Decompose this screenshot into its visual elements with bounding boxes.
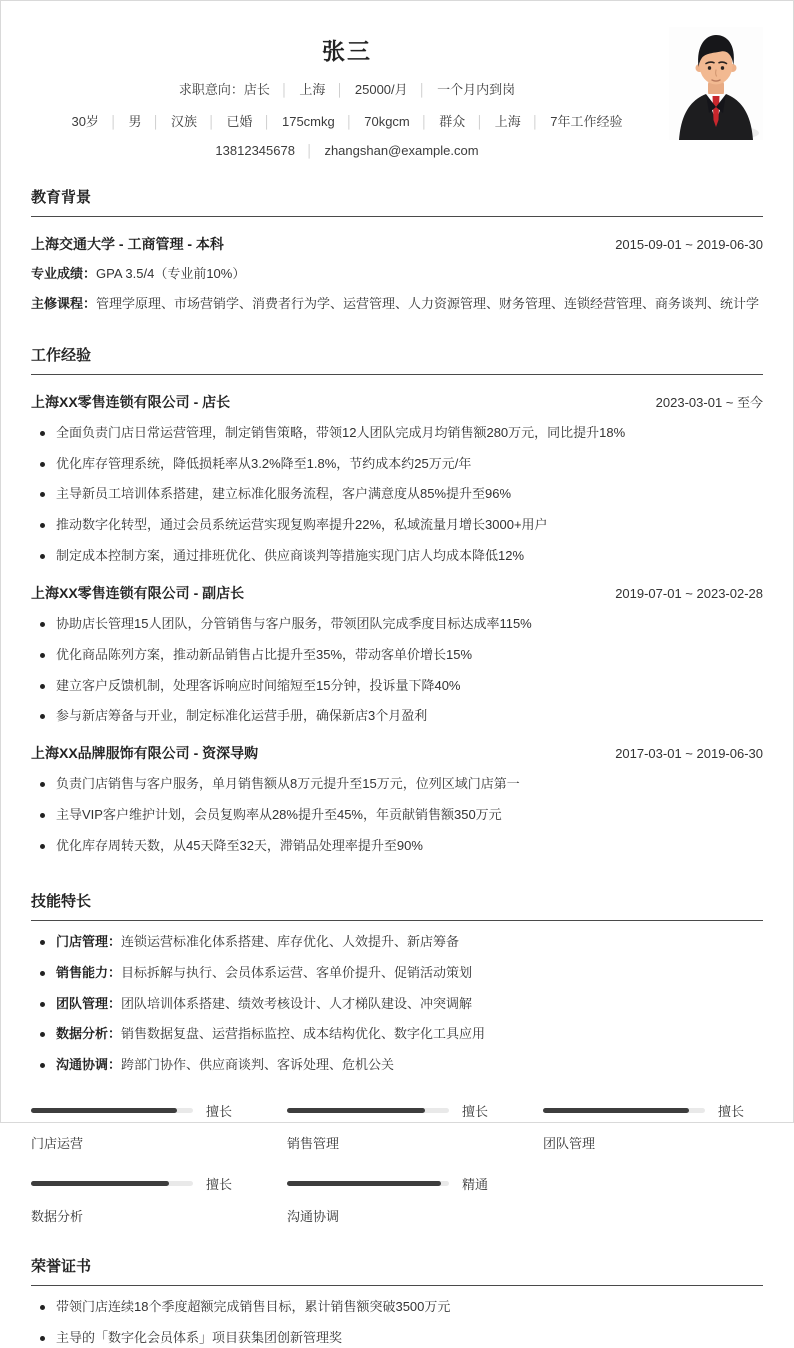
skill-bar-name: 数据分析 [31,1209,84,1225]
skill-bar-track [287,1108,449,1113]
phone-number: 13812345678 [215,143,295,158]
job-bullet-list [31,615,763,726]
info-experience: │ 7年工作经验 [521,114,623,129]
skill-item [31,964,763,983]
skill-label: 团队管理： [56,995,122,1011]
section-experience [31,344,763,856]
honors-title: 荣誉证书 [31,1255,763,1286]
job-header [31,392,763,412]
skill-bar-fill [287,1181,441,1186]
gpa-label: 专业成绩： [31,266,97,281]
skill-list [31,933,763,1075]
skill-text: 连锁运营标准化体系搭建、库存优化、人效提升、新店筹备 [121,933,460,949]
skill-bar-fill [31,1108,177,1113]
skill-bar-track [31,1108,193,1113]
skill-bar [287,1174,507,1225]
skill-bar-name: 销售管理 [287,1136,340,1152]
skill-level-label: 精通 [462,1177,489,1193]
skill-bar-track [287,1181,449,1186]
info-ethnicity: │ 汉族 [141,114,197,129]
job-date: 2023-03-01 ~ 至今 [655,394,763,410]
info-weight: │ 70kgcm [335,114,410,129]
job-bullet: 主导VIP客户维护计划，会员复购率从28%提升至45%，年贡献销售额350万元 [31,806,763,825]
skills-title: 技能特长 [31,890,763,921]
skill-bar-track [543,1108,705,1113]
info-marital: │ 已婚 [197,114,253,129]
job-bullet-list [31,775,763,856]
info-gender: │ 男 [99,114,142,129]
job-bullet: 制定成本控制方案，通过排班优化、供应商谈判等措施实现门店人均成本降低12% [31,547,763,566]
job-bullet: 推动数字化转型，通过会员系统运营实现复购率提升22%，私域流量月增长3000+用户 [31,516,763,535]
courses-label: 主修课程： [31,295,97,311]
skill-bar-name: 沟通协调 [287,1209,340,1225]
job-bullet: 负责门店销售与客户服务，单月销售额从8万元提升至15万元，位列区域门店第一 [31,775,763,794]
skill-bar-fill [31,1181,169,1186]
skill-item [31,1056,763,1075]
job-bullet: 优化商品陈列方案，推动新品销售占比提升至35%，带动客单价增长15% [31,646,763,665]
job-title: 上海XX品牌服饰有限公司 - 资深导购 [31,745,259,762]
skill-item [31,933,763,952]
skill-item [31,995,763,1014]
skill-label: 沟通协调： [56,1057,122,1073]
candidate-name: 张三 [322,38,372,64]
job-bullet: 优化库存周转天数，从45天降至32天，滞销品处理率提升至90% [31,837,763,856]
skill-bar-grid [31,1101,763,1225]
skill-bar-name: 团队管理 [543,1136,596,1152]
contact-line [31,143,663,158]
job-date: 2017-03-01 ~ 2019-06-30 [615,746,763,762]
gpa-value: GPA 3.5/4（专业前10%） [96,266,246,281]
intent-city: │ 上海 [270,82,326,97]
skill-bar [31,1101,251,1152]
personal-info-line [31,111,663,130]
job-bullet: 参与新店筹备与开业，制定标准化运营手册，确保新店3个月盈利 [31,707,763,726]
job-header [31,583,763,603]
skill-bar-name: 门店运营 [31,1136,84,1152]
job-bullet: 主导新员工培训体系搭建，建立标准化服务流程，客户满意度从85%提升至96% [31,485,763,504]
email-address: │ zhangshan@example.com [295,143,479,158]
skill-bar-fill [287,1108,425,1113]
honor-item: 带领门店连续18个季度超额完成销售目标，累计销售额突破3500万元 [31,1298,763,1317]
skill-text: 目标拆解与执行、会员体系运营、客单价提升、促销活动策划 [121,964,473,980]
skill-text: 销售数据复盘、运营指标监控、成本结构优化、数字化工具应用 [121,1026,486,1042]
skill-label: 销售能力： [56,964,122,980]
job-title: 上海XX零售连锁有限公司 - 店长 [31,393,231,410]
school-degree: 上海交通大学 - 工商管理 - 本科 [31,236,224,252]
skill-label: 数据分析： [56,1026,122,1042]
job-bullet: 全面负责门店日常运营管理，制定销售策略，带领12人团队完成月均销售额280万元，同比提升18% [31,424,763,443]
skill-bar-fill [543,1108,689,1113]
skill-text: 跨部门协作、供应商谈判、客诉处理、危机公关 [121,1057,395,1073]
section-skills [31,890,763,1225]
courses-value: 管理学原理、市场营销学、消费者行为学、运营管理、人力资源管理、财务管理、连锁经营管理、商务谈判、统计学 [96,295,760,311]
job-bullet: 建立客户反馈机制，处理客诉响应时间缩短至15分钟，投诉量下降40% [31,677,763,696]
job-entry [31,392,763,566]
header-text-block [31,27,663,158]
info-height: │ 175cmkg [252,114,334,129]
honor-list [31,1298,763,1348]
resume-header [31,27,763,158]
skill-item [31,1025,763,1044]
education-date: 2015-09-01 ~ 2019-06-30 [615,237,763,252]
job-entry [31,583,763,726]
intent-position: 求职意向：店长 [178,82,270,97]
info-location: │ 上海 [465,114,521,129]
gpa-line [31,265,763,284]
profile-photo [669,27,763,140]
skill-label: 门店管理： [56,933,122,949]
job-entry [31,743,763,856]
job-title: 上海XX零售连锁有限公司 - 副店长 [31,584,245,601]
education-title: 教育背景 [31,186,763,217]
honor-item: 主导的「数字化会员体系」项目获集团创新管理奖 [31,1329,763,1348]
info-age: 30岁 [71,114,99,129]
skill-level-label: 擅长 [718,1104,745,1120]
skill-bar [31,1174,251,1225]
skill-bar-track [31,1181,193,1186]
job-intent-line [31,79,663,98]
skill-level-label: 擅长 [206,1177,233,1193]
skill-level-label: 擅长 [206,1104,233,1120]
avatar-illustration [669,27,763,140]
education-entry [31,234,763,254]
skill-level-label: 擅长 [462,1104,489,1120]
courses-line [31,295,763,314]
intent-salary: │ 25000/月 [325,82,407,97]
job-bullet: 协助店长管理15人团队，分管销售与客户服务，带领团队完成季度目标达成率115% [31,615,763,634]
info-political: │ 群众 [410,114,466,129]
skill-bar [543,1101,763,1152]
section-honors [31,1255,763,1348]
skill-text: 团队培训体系搭建、绩效考核设计、人才梯队建设、冲突调解 [121,995,473,1011]
job-header [31,743,763,763]
intent-availability: │ 一个月内到岗 [408,82,516,97]
experience-title: 工作经验 [31,344,763,375]
job-bullet: 优化库存管理系统，降低损耗率从3.2%降至1.8%，节约成本约25万元/年 [31,455,763,474]
skill-bar [287,1101,507,1152]
job-bullet-list [31,424,763,566]
job-date: 2019-07-01 ~ 2023-02-28 [615,585,763,601]
section-education [31,186,763,314]
